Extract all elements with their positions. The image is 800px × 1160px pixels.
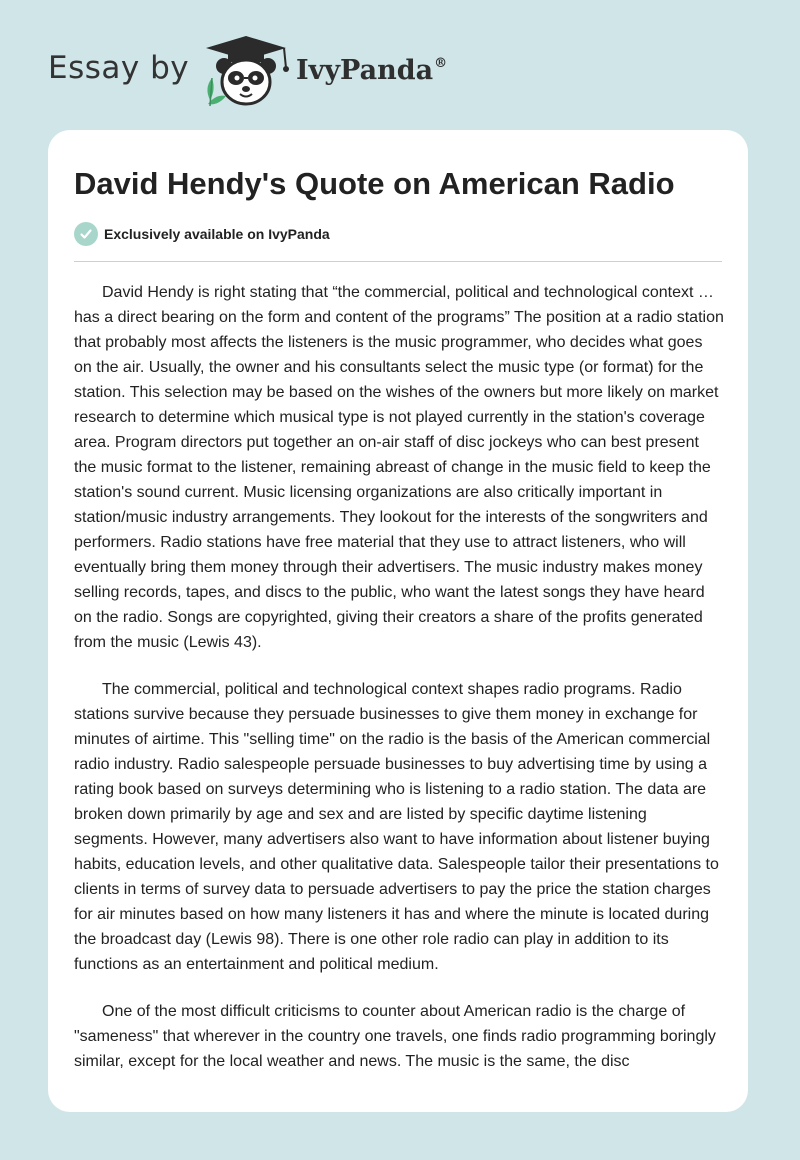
paragraph: The commercial, political and technological context shapes radio programs. Radio stations survive because they persuade businesses to give them money in exchange for minutes of airtime. This "selling time" on the radio is the basis of the American commercial radio industry. Radio salespeople persuade businesses to buy advertising time by using a rating book based on surveys determining who is listening to a radio station. The data are broken down primarily by age and sex and are listed by specific daytime listening segments. However, many advertisers also want to have information about listener buying habits, education levels, and other qualitative data. Salespeople tailor their presentations to clients in terms of survey data to persuade advertisers to pay the price the station charges for air minutes based on how many listeners it has and where the minute is located during the broadcast day (Lewis 98). There is one other role radio can play in addition to its functions as an entertainment and political medium. <box>74 681 719 973</box>
check-circle-icon <box>74 222 98 246</box>
brand-logo-text[interactable] <box>296 55 447 86</box>
essay-body <box>74 280 724 1096</box>
title-divider <box>74 261 722 262</box>
brand-name: IvyPanda <box>296 55 434 86</box>
page-title: David Hendy's Quote on American Radio <box>74 166 675 201</box>
registered-mark: ® <box>434 56 448 71</box>
site-header <box>0 0 800 130</box>
panda-graduate-icon[interactable] <box>200 34 292 108</box>
brand-prefix: Essay by <box>48 50 190 86</box>
essay-card <box>48 130 748 1112</box>
paragraph: One of the most difficult criticisms to counter about American radio is the charge of "sameness" that wherever in the country one travels, one finds radio programming boringly similar, except for the local weather and news. The music is the same, the disc <box>74 1003 716 1070</box>
paragraph: David Hendy is right stating that “the commercial, political and technological context … has a direct bearing on the form and content of the programs” The position at a radio station that probably most affects the listeners is the music programmer, who decides what goes on the air. Usually, the owner and his consultants select the music type (or format) for the station. This selection may be based on the wishes of the owners but more likely on market research to determine which musical type is not played currently in the station's coverage area. Program directors put together an on-air staff of disc jockeys who can best present the music format to the listener, remaining abreast of change in the music field to keep the station's sound current. Music licensing organizations are also critically important in station/music industry arrangements. They lookout for the interests of the songwriters and performers. Radio stations have free material that they use to attract listeners, who will eventually bring them money through their advertisers. The music industry makes money selling records, tapes, and discs to the public, who want the latest songs they have heard on the radio. Songs are copyrighted, giving their creators a share of the profits generated from the music (Lewis 43). <box>74 284 724 651</box>
exclusive-badge-label: Exclusively available on IvyPanda <box>104 226 330 242</box>
exclusive-badge <box>74 222 330 246</box>
